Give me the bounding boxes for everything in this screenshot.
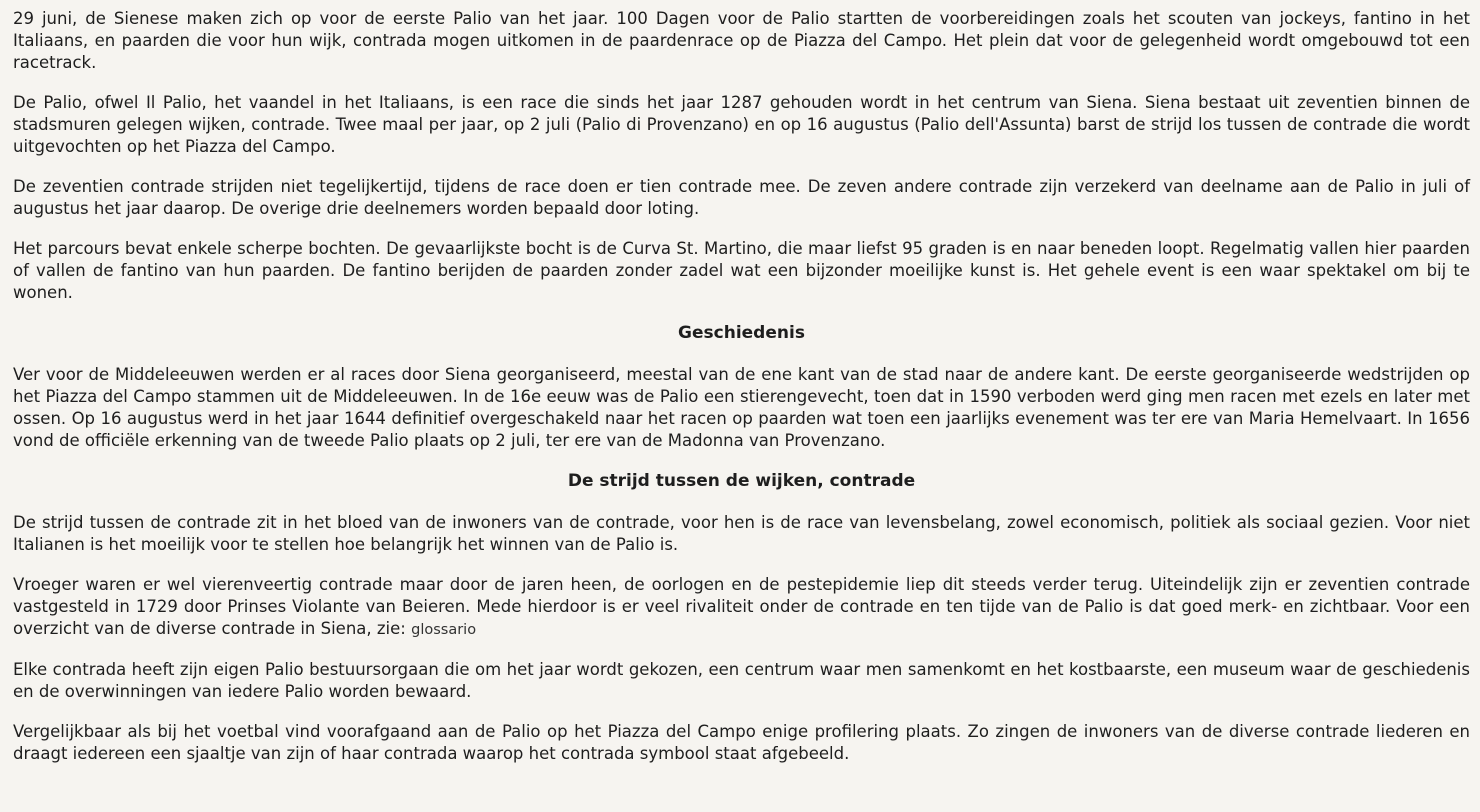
history-heading: Geschiedenis [678, 323, 805, 343]
glossario-link[interactable]: glossario [411, 622, 477, 638]
intro-paragraph-2: De Palio, ofwel Il Palio, het vaandel in het Italiaans, is een race die sinds het jaar 1287 gehouden wordt in het centrum van Siena. Siena bestaat uit zeventien binnen de stadsmuren gelegen wijken, contrade. Twee maal per jaar, op 2 juli (Palio di Provenzano) en op 16 augustus (Palio dell'Assunta) barst de strijd los tussen de contrade die wordt uitgevochten op het Piazza del Campo. [13, 93, 1470, 156]
history-paragraph: Ver voor de Middeleeuwen werden er al races door Siena georganiseerd, meestal van de ene kant van de stad naar de andere kant. De eerste georganiseerde wedstrijden op het Piazza del Campo stammen uit de Middeleeuwen. In de 16e eeuw was de Palio een stierengevecht, toen dat in 1590 verboden werd ging men racen met ezels en later met ossen. Op 16 augustus werd in het jaar 1644 definitief overgeschakeld naar het racen op paarden wat toen een jaarlijks evenement was ter ere van Maria Hemelvaart. In 1656 vond de officiële erkenning van de tweede Palio plaats op 2 juli, ter ere van de Madonna van Provenzano. [13, 365, 1470, 450]
intro-paragraph-3: De zeventien contrade strijden niet tegelijkertijd, tijdens de race doen er tien contrade mee. De zeven andere contrade zijn verzekerd van deelname aan de Palio in juli of augustus het jaar daarop. De overige drie deelnemers worden bepaald door loting. [13, 177, 1470, 218]
contrade-paragraph-2-text: Vroeger waren er wel vierenveertig contrade maar door de jaren heen, de oorlogen en de pestepidemie liep dit steeds verder terug. Uiteindelijk zijn er zeventien contrade vastgesteld in 1729 door Prinses Violante van Beieren. Mede hierdoor is er veel rivaliteit onder de contrade en ten tijde van de Palio is dat goed merk- en zichtbaar. Voor een overzicht van de diverse contrade in Siena, zie: [13, 575, 1470, 638]
contrade-paragraph-1: De strijd tussen de contrade zit in het bloed van de inwoners van de contrade, voor hen is de race van levensbelang, zowel economisch, politiek als sociaal gezien. Voor niet Italianen is het moeilijk voor te stellen hoe belangrijk het winnen van de Palio is. [13, 513, 1470, 554]
contrade-paragraph-4: Vergelijkbaar als bij het voetbal vind voorafgaand aan de Palio op het Piazza del Campo enige profilering plaats. Zo zingen de inwoners van de diverse contrade liederen en draagt iedereen een sjaaltje van zijn of haar contrada waarop het contrada symbool staat afgebeeld. [13, 722, 1470, 763]
contrade-paragraph-3: Elke contrada heeft zijn eigen Palio bestuursorgaan die om het jaar wordt gekozen, een centrum waar men samenkomt en het kostbaarste, een museum waar de geschiedenis en de overwinningen van iedere Palio worden bewaard. [13, 660, 1470, 701]
contrade-paragraph-2 [13, 574, 1470, 641]
contrade-heading: De strijd tussen de wijken, contrade [567, 471, 916, 491]
intro-paragraph-4: Het parcours bevat enkele scherpe bochten. De gevaarlijkste bocht is de Curva St. Martino, die maar liefst 95 graden is en naar beneden loopt. Regelmatig vallen hier paarden of vallen de fantino van hun paarden. De fantino berijden de paarden zonder zadel wat een bijzonder moeilijke kunst is. Het gehele event is een waar spektakel om bij te wonen. [13, 239, 1470, 302]
intro-paragraph-1: 29 juni, de Sienese maken zich op voor de eerste Palio van het jaar. 100 Dagen voor de Palio startten de voorbereidingen zoals het scouten van jockeys, fantino in het Italiaans, en paarden die voor hun wijk, contrada mogen uitkomen in de paardenrace op de Piazza del Campo. Het plein dat voor de gelegenheid wordt omgebouwd tot een racetrack. [13, 9, 1470, 72]
